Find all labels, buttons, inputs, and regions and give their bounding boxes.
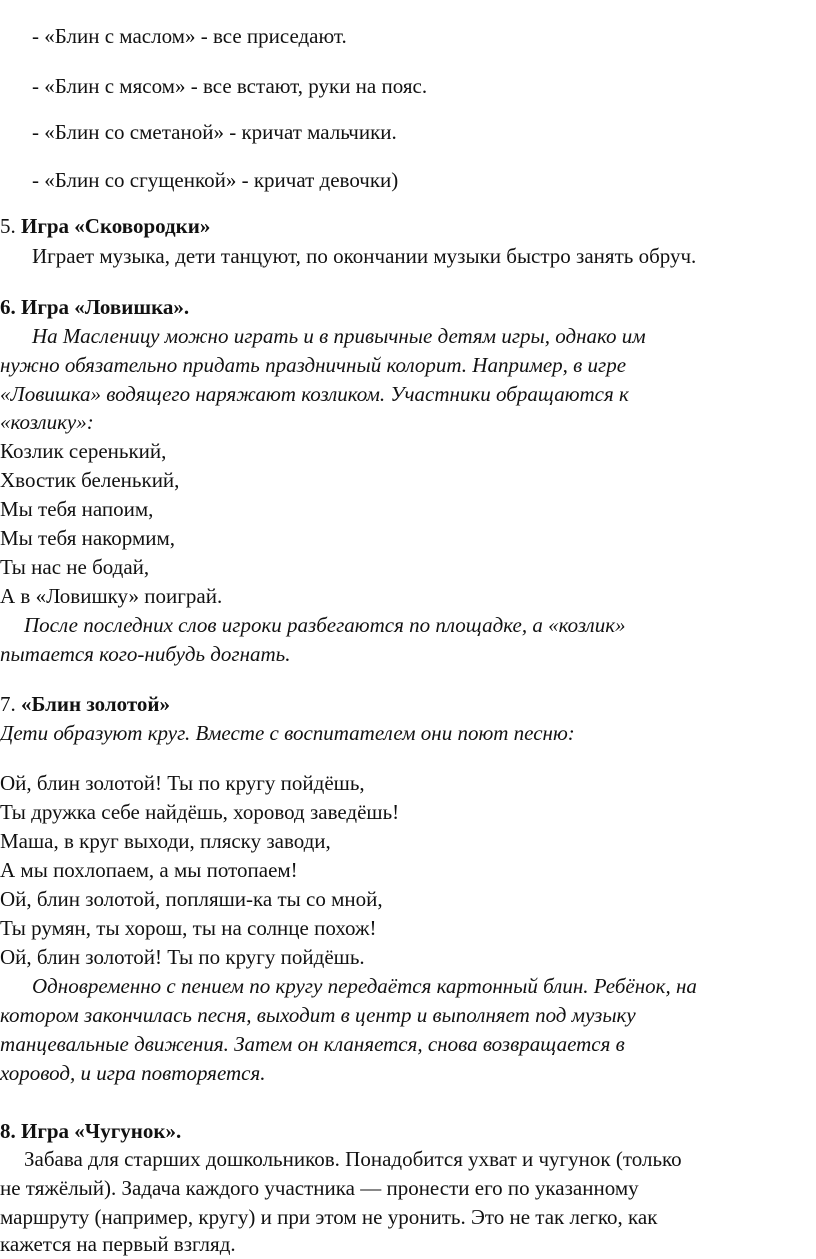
- game7-song-line: Маша, в круг выходи, пляску заводи,: [0, 829, 331, 853]
- list-item-butter: - «Блин с маслом» - все приседают.: [32, 24, 347, 48]
- game7-song-line: Ой, блин золотой! Ты по кругу пойдёшь,: [0, 771, 365, 795]
- game8-text-line: Забава для старших дошкольников. Понадобится ухват и чугунок (только: [24, 1147, 682, 1171]
- list-item-condensed-milk: - «Блин со сгущенкой» - кричат девочки): [32, 168, 399, 192]
- game7-song-line: А мы похлопаем, а мы потопаем!: [0, 858, 298, 882]
- list-item-meat: - «Блин с мясом» - все встают, руки на пояс.: [32, 74, 428, 98]
- game8-text-line: кажется на первый взгляд.: [0, 1232, 236, 1256]
- game6-verse-line: Ты нас не бодай,: [0, 555, 150, 579]
- game6-intro-line: На Масленицу можно играть и в привычные детям игры, однако им: [32, 324, 646, 348]
- game5-number: 5.: [0, 214, 16, 238]
- game6-verse-line: Мы тебя накормим,: [0, 526, 176, 550]
- game7-song-line: Ой, блин золотой, попляши-ка ты со мной,: [0, 887, 383, 911]
- game5-title: Игра «Сковородки»: [21, 214, 211, 238]
- game7-title: «Блин золотой»: [21, 692, 171, 716]
- game6-intro-line: нужно обязательно придать праздничный колорит. Например, в игре: [0, 353, 627, 377]
- game7-outro-line: танцевальные движения. Затем он кланяется, снова возвращается в: [0, 1032, 625, 1056]
- game7-song-line: Ой, блин золотой! Ты по кругу пойдёшь.: [0, 945, 365, 969]
- game6-intro-line: «козлику»:: [0, 410, 94, 434]
- game6-verse-line: Козлик серенький,: [0, 439, 167, 463]
- game8-title: 8. Игра «Чугунок».: [0, 1119, 182, 1143]
- game6-intro-line: «Ловишка» водящего наряжают козликом. Участники обращаются к: [0, 382, 629, 406]
- game6-outro-line: пытается кого-нибудь догнать.: [0, 642, 291, 666]
- game8-text-line: маршруту (например, кругу) и при этом не уронить. Это не так легко, как: [0, 1205, 658, 1229]
- game5-heading: [0, 212, 210, 241]
- game5-text: Играет музыка, дети танцуют, по окончании музыки быстро занять обруч.: [32, 244, 697, 268]
- game7-heading: [0, 690, 170, 719]
- game6-outro-line: После последних слов игроки разбегаются по площадке, а «козлик»: [24, 613, 626, 637]
- list-item-sour-cream: - «Блин со сметаной» - кричат мальчики.: [32, 120, 397, 144]
- game6-verse-line: А в «Ловишку» поиграй.: [0, 584, 223, 608]
- game7-number: 7.: [0, 692, 16, 716]
- game7-outro-line: хоровод, и игра повторяется.: [0, 1061, 266, 1085]
- game7-song-line: Ты румян, ты хорош, ты на солнце похож!: [0, 916, 377, 940]
- game7-intro: Дети образуют круг. Вместе с воспитателем они поют песню:: [0, 721, 575, 745]
- game6-verse-line: Хвостик беленький,: [0, 468, 180, 492]
- game6-title: 6. Игра «Ловишка».: [0, 295, 190, 319]
- game6-verse-line: Мы тебя напоим,: [0, 497, 154, 521]
- game7-song-line: Ты дружка себе найдёшь, хоровод заведёшь!: [0, 800, 400, 824]
- game7-outro-line: Одновременно с пением по кругу передаётся картонный блин. Ребёнок, на: [32, 974, 697, 998]
- game8-text-line: не тяжёлый). Задача каждого участника — пронести его по указанному: [0, 1176, 639, 1200]
- game7-outro-line: котором закончилась песня, выходит в центр и выполняет под музыку: [0, 1003, 636, 1027]
